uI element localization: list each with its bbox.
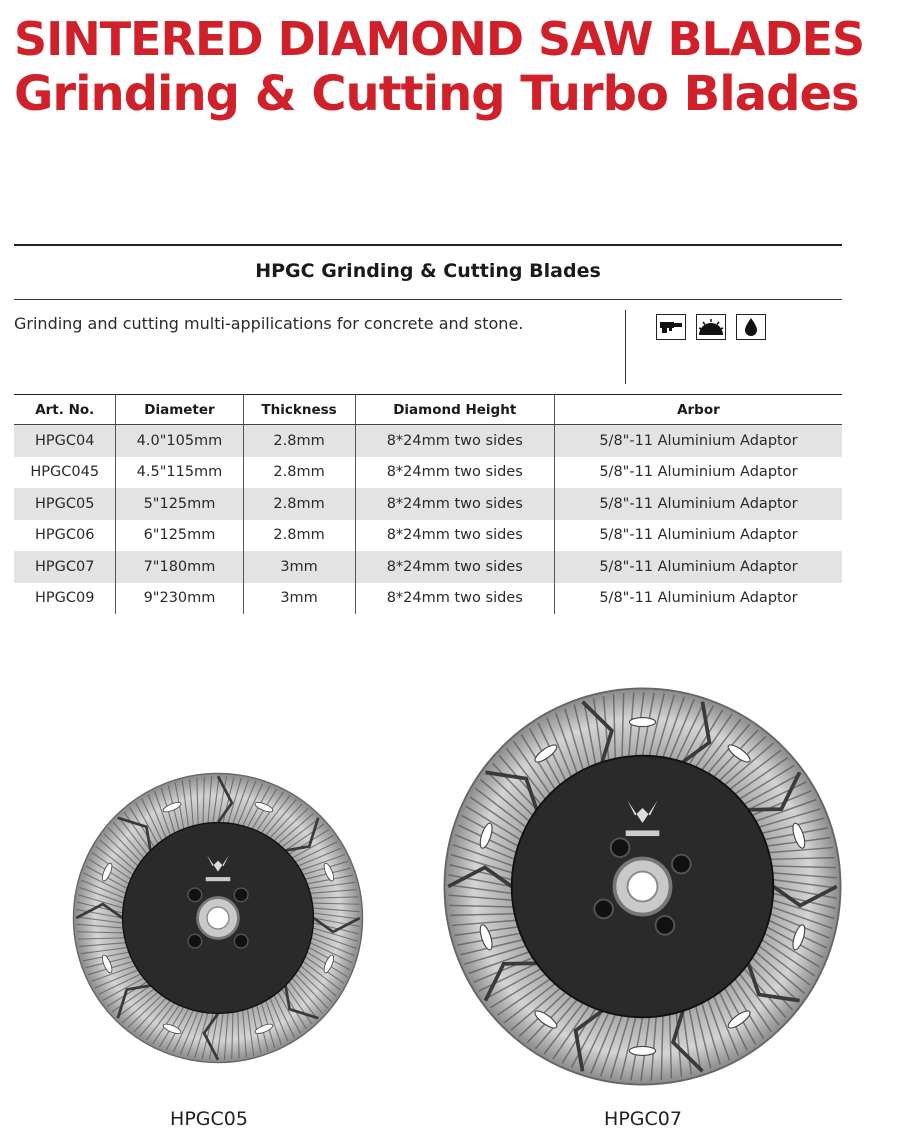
cell-arbor: 5/8"-11 Aluminium Adaptor: [554, 551, 842, 583]
sub-title: Grinding & Cutting Turbo Blades: [14, 66, 859, 122]
product-caption: HPGC07: [604, 1108, 682, 1130]
section-description: Grinding and cutting multi-appilications for concrete and stone.: [14, 314, 524, 333]
col-thickness: Thickness: [243, 395, 355, 425]
cell-arbor: 5/8"-11 Aluminium Adaptor: [554, 425, 842, 457]
cell-diamond-height: 8*24mm two sides: [355, 551, 554, 583]
cell-arbor: 5/8"-11 Aluminium Adaptor: [554, 583, 842, 615]
cell-diameter: 5"125mm: [116, 488, 243, 520]
col-diamond-height: Diamond Height: [355, 395, 554, 425]
cell-arbor: 5/8"-11 Aluminium Adaptor: [554, 520, 842, 552]
cell-diameter: 7"180mm: [116, 551, 243, 583]
cell-diamond-height: 8*24mm two sides: [355, 457, 554, 489]
cell-thickness: 3mm: [243, 551, 355, 583]
section-divider: [14, 299, 842, 300]
cell-diameter: 6"125mm: [116, 520, 243, 552]
col-arbor: Arbor: [554, 395, 842, 425]
table-row: [14, 425, 842, 457]
cell-art-no: HPGC05: [14, 488, 116, 520]
col-art-no: Art. No.: [14, 395, 116, 425]
cell-thickness: 2.8mm: [243, 457, 355, 489]
saw-blade-icon: [696, 314, 726, 340]
table-header-row: [14, 395, 842, 425]
blade-image-hpgc05: [68, 768, 368, 1068]
table-row: [14, 488, 842, 520]
cell-art-no: HPGC07: [14, 551, 116, 583]
vertical-divider: [625, 310, 626, 384]
cell-diameter: 9"230mm: [116, 583, 243, 615]
cell-thickness: 2.8mm: [243, 520, 355, 552]
cell-diameter: 4.5"115mm: [116, 457, 243, 489]
col-diameter: Diameter: [116, 395, 243, 425]
cell-diamond-height: 8*24mm two sides: [355, 425, 554, 457]
table-row: [14, 457, 842, 489]
product-caption: HPGC05: [170, 1108, 248, 1130]
cell-art-no: HPGC04: [14, 425, 116, 457]
table-row: [14, 551, 842, 583]
spec-table: [14, 394, 842, 614]
cell-diameter: 4.0"105mm: [116, 425, 243, 457]
table-row: [14, 520, 842, 552]
cell-diamond-height: 8*24mm two sides: [355, 583, 554, 615]
cell-arbor: 5/8"-11 Aluminium Adaptor: [554, 488, 842, 520]
cell-diamond-height: 8*24mm two sides: [355, 488, 554, 520]
cell-art-no: HPGC09: [35, 590, 95, 607]
table-row: [14, 583, 842, 615]
main-title: SINTERED DIAMOND SAW BLADES: [14, 12, 865, 66]
blade-image-hpgc07: [437, 681, 848, 1092]
cell-arbor: 5/8"-11 Aluminium Adaptor: [554, 457, 842, 489]
section-title: HPGC Grinding & Cutting Blades: [255, 260, 601, 282]
cell-thickness: 2.8mm: [243, 488, 355, 520]
cell-thickness: 2.8mm: [243, 425, 355, 457]
cell-art-no: HPGC06: [35, 527, 95, 544]
water-drop-icon: [736, 314, 766, 340]
cell-diamond-height: 8*24mm two sides: [355, 520, 554, 552]
cell-thickness: 3mm: [243, 583, 355, 615]
top-divider: [14, 244, 842, 246]
application-icons: [656, 314, 766, 340]
angle-grinder-icon: [656, 314, 686, 340]
cell-art-no: HPGC045: [30, 464, 100, 481]
